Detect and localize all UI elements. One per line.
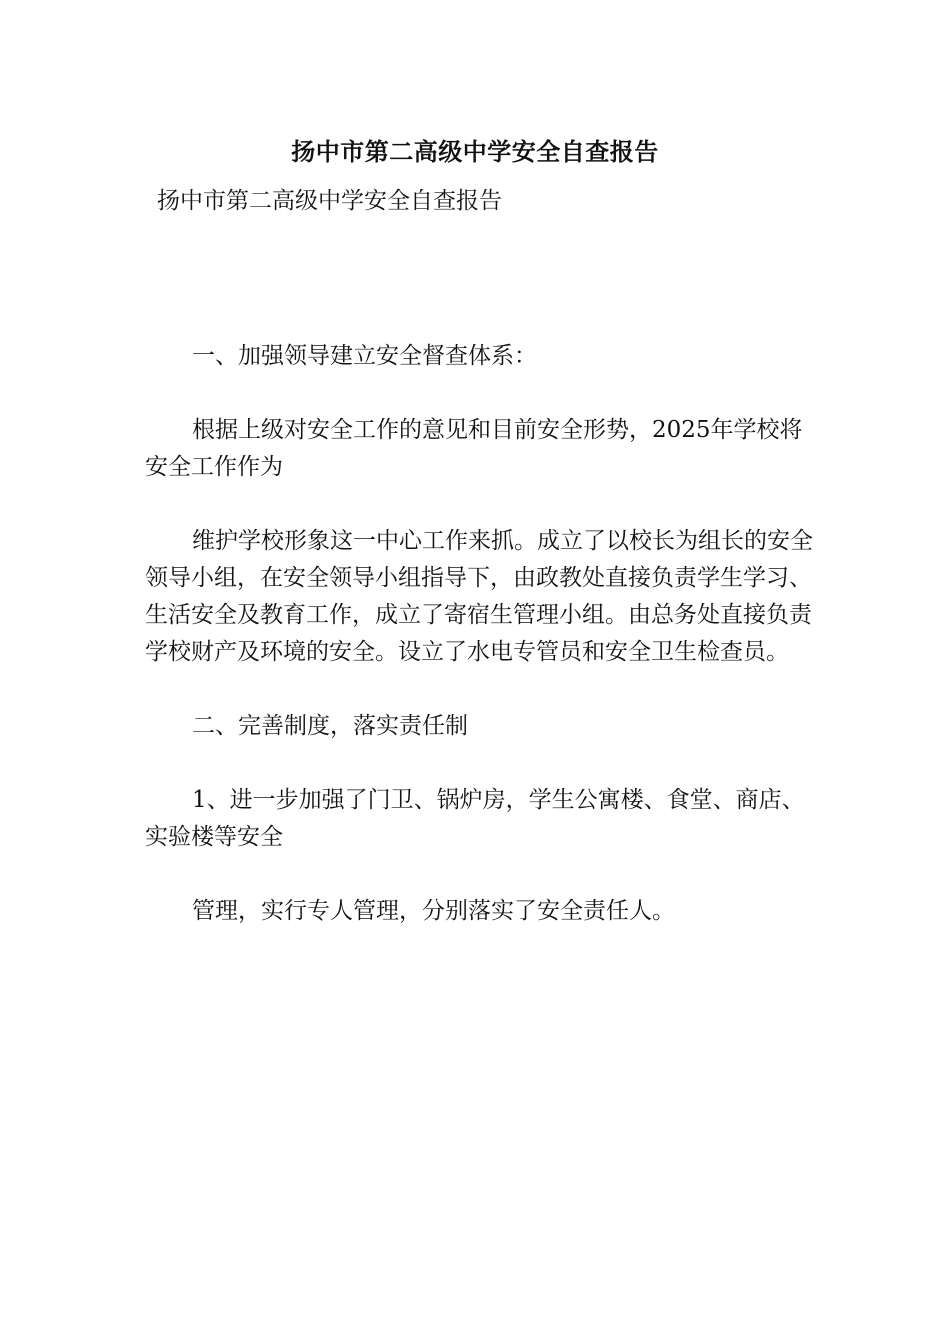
document-subtitle: 扬中市第二高级中学安全自查报告 [157, 188, 502, 214]
section-heading-1: 一、加强领导建立安全督查体系： [192, 343, 537, 369]
paragraph-2: 维护学校形象这一中心工作来抓。成立了以校长为组长的安全领导小组，在安全领导小组指导下，由政教处直接负责学生学习、生活安全及教育工作，成立了寄宿生管理小组。由总务处直接负责学校财产及环境的安全。设立了水电专管员和安全卫生检查员。 [145, 528, 813, 665]
document-body [145, 338, 825, 967]
paragraph-1: 根据上级对安全工作的意见和目前安全形势，2025年学校将安全工作作为 [145, 417, 803, 480]
document-title: 扬中市第二高级中学安全自查报告 [291, 137, 659, 166]
paragraph-4: 管理，实行专人管理，分别落实了安全责任人。 [192, 898, 675, 924]
paragraph-3: 1、进一步加强了门卫、锅炉房，学生公寓楼、食堂、商店、实验楼等安全 [145, 787, 805, 850]
section-heading-2: 二、完善制度，落实责任制 [192, 713, 468, 739]
